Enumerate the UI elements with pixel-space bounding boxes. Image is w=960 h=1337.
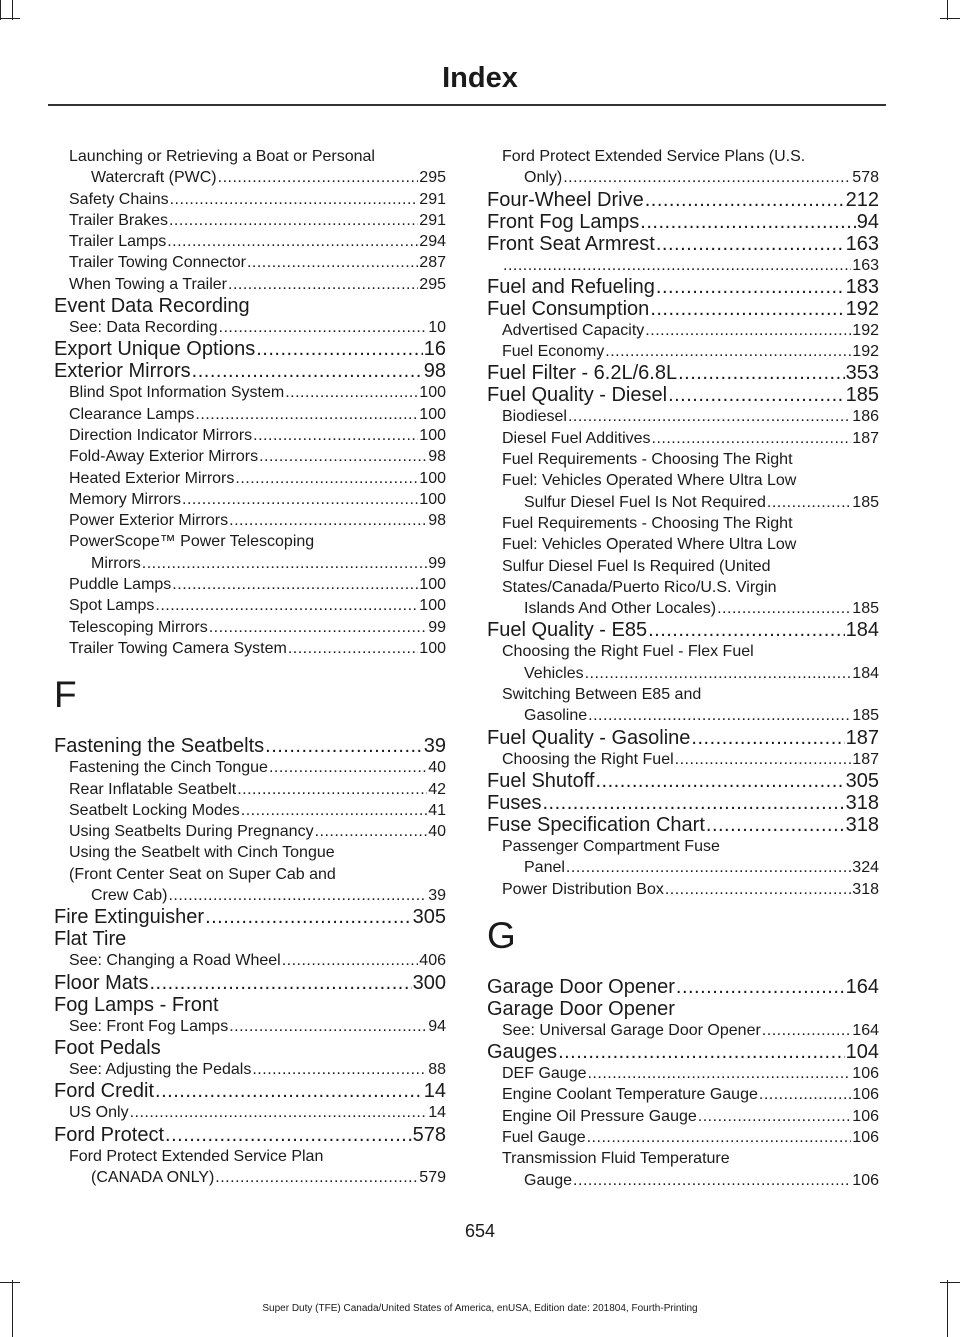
index-entry: Gauges ..... 104 bbox=[487, 1041, 879, 1063]
index-entry: Fuses ..... 318 bbox=[487, 792, 879, 814]
index-column-right bbox=[487, 146, 879, 1191]
index-entry: Floor Mats ..... 300 bbox=[54, 972, 446, 994]
crop-mark bbox=[0, 0, 1, 20]
page-title: Index bbox=[442, 62, 518, 94]
index-entry: Export Unique Options ..... 16 bbox=[54, 338, 446, 360]
index-subentry: Sulfur Diesel Fuel Is Not Required ..... 185 bbox=[487, 492, 879, 513]
index-subentry: Power Distribution Box ..... 318 bbox=[487, 879, 879, 900]
crop-mark bbox=[0, 1282, 20, 1283]
page-number: 654 bbox=[464, 1221, 496, 1241]
index-subentry: Panel ..... 324 bbox=[487, 857, 879, 878]
index-subentry: Fuel Requirements - Choosing The Right bbox=[502, 514, 793, 532]
index-entry: Ford Credit ..... 14 bbox=[54, 1080, 446, 1102]
index-entry: Fuel Filter - 6.2L/6.8L ..... 353 bbox=[487, 362, 879, 384]
index-entry: Fuel Quality - Diesel ..... 185 bbox=[487, 384, 879, 406]
index-entry: Four-Wheel Drive ..... 212 bbox=[487, 189, 879, 211]
index-subentry: See: Changing a Road Wheel ..... 406 bbox=[54, 950, 446, 971]
index-subentry: Using the Seatbelt with Cinch Tongue bbox=[69, 844, 335, 862]
index-subentry: Using Seatbelts During Pregnancy ..... 40 bbox=[54, 821, 446, 842]
index-entry: Exterior Mirrors ..... 98 bbox=[54, 360, 446, 382]
index-subentry: Choosing the Right Fuel - Flex Fuel bbox=[502, 643, 754, 661]
index-subentry: Rear Inflatable Seatbelt ..... 42 bbox=[54, 779, 446, 800]
index-subentry: Gasoline ..... 185 bbox=[487, 705, 879, 726]
index-subentry: Trailer Towing Camera System ..... 100 bbox=[54, 638, 446, 659]
index-subentry: Crew Cab) ..... 39 bbox=[54, 885, 446, 906]
index-subentry: Fuel: Vehicles Operated Where Ultra Low bbox=[502, 536, 797, 554]
index-entry: Fuel Shutoff ..... 305 bbox=[487, 770, 879, 792]
crop-mark bbox=[940, 1282, 960, 1283]
index-subentry: Gauge ..... 106 bbox=[487, 1170, 879, 1191]
index-entry: Fuse Specification Chart ..... 318 bbox=[487, 814, 879, 836]
index-subentry: Blind Spot Information System ..... 100 bbox=[54, 382, 446, 403]
index-heading: Event Data Recording bbox=[54, 295, 250, 318]
index-subentry: Engine Coolant Temperature Gauge ..... 106 bbox=[487, 1084, 879, 1105]
index-subentry: Fuel Gauge ..... 106 bbox=[487, 1127, 879, 1148]
index-subentry: See: Universal Garage Door Opener ..... 164 bbox=[487, 1020, 879, 1041]
index-subentry: Islands And Other Locales) ..... 185 bbox=[487, 598, 879, 619]
index-subentry: Clearance Lamps ..... 100 bbox=[54, 404, 446, 425]
index-subentry: Fuel: Vehicles Operated Where Ultra Low bbox=[502, 472, 797, 490]
index-subentry: Passenger Compartment Fuse bbox=[502, 837, 720, 855]
index-subentry: Trailer Lamps ..... 294 bbox=[54, 231, 446, 252]
crop-mark bbox=[940, 18, 960, 19]
index-subentry: Sulfur Diesel Fuel Is Required (United bbox=[502, 557, 771, 575]
index-subentry: See: Front Fog Lamps ..... 94 bbox=[54, 1016, 446, 1037]
index-subentry: Transmission Fluid Temperature bbox=[502, 1150, 730, 1168]
index-entry: Fuel and Refueling ..... 183 bbox=[487, 276, 879, 298]
index-subentry: Switching Between E85 and bbox=[502, 686, 702, 704]
index-subentry: Fuel Requirements - Choosing The Right bbox=[502, 451, 793, 469]
index-subentry: Only) ..... 578 bbox=[487, 167, 879, 188]
index-subentry: Ford Protect Extended Service Plans (U.S. bbox=[502, 148, 806, 165]
index-subentry: Fastening the Cinch Tongue ..... 40 bbox=[54, 757, 446, 778]
index-subentry: Launching or Retrieving a Boat or Personal bbox=[69, 148, 375, 165]
index-entry: Fuel Quality - Gasoline ..... 187 bbox=[487, 727, 879, 749]
index-subentry: Fold-Away Exterior Mirrors ..... 98 bbox=[54, 446, 446, 467]
index-entry: Ford Protect ..... 578 bbox=[54, 1124, 446, 1146]
index-subentry: Seatbelt Locking Modes ..... 41 bbox=[54, 800, 446, 821]
index-entry: Fire Extinguisher ..... 305 bbox=[54, 906, 446, 928]
index-entry: Front Seat Armrest ..... 163 bbox=[487, 233, 879, 255]
index-subentry: See: Adjusting the Pedals ..... 88 bbox=[54, 1059, 446, 1080]
index-subentry: Safety Chains ..... 291 bbox=[54, 189, 446, 210]
index-subentry: Advertised Capacity ..... 192 bbox=[487, 320, 879, 341]
index-subentry: (CANADA ONLY) ..... 579 bbox=[54, 1167, 446, 1188]
index-subentry: Diesel Fuel Additives ..... 187 bbox=[487, 428, 879, 449]
index-subentry: Heated Exterior Mirrors ..... 100 bbox=[54, 468, 446, 489]
index-subentry: States/Canada/Puerto Rico/U.S. Virgin bbox=[502, 578, 777, 596]
index-subentry: Trailer Brakes ..... 291 bbox=[54, 210, 446, 231]
index-subentry: Fuel Economy ..... 192 bbox=[487, 341, 879, 362]
index-subentry: DEF Gauge ..... 106 bbox=[487, 1063, 879, 1084]
index-entry: Front Fog Lamps ..... 94 bbox=[487, 211, 879, 233]
footer-text: Super Duty (TFE) Canada/United States of America, enUSA, Edition date: 201804, Fourth-Printing bbox=[262, 1303, 698, 1314]
index-subentry: ..... 163 bbox=[487, 255, 879, 276]
index-subentry: Trailer Towing Connector ..... 287 bbox=[54, 252, 446, 273]
index-heading: Foot Pedals bbox=[54, 1036, 161, 1059]
index-heading: Fog Lamps - Front bbox=[54, 993, 219, 1016]
index-subentry: PowerScope™ Power Telescoping bbox=[69, 533, 315, 551]
index-subentry: Memory Mirrors ..... 100 bbox=[54, 489, 446, 510]
index-entry: Fuel Consumption ..... 192 bbox=[487, 298, 879, 320]
index-entry: Fuel Quality - E85 ..... 184 bbox=[487, 619, 879, 641]
index-subentry: Power Exterior Mirrors ..... 98 bbox=[54, 510, 446, 531]
section-letter: G bbox=[487, 914, 516, 956]
index-subentry: US Only ..... 14 bbox=[54, 1102, 446, 1123]
index-subentry: Puddle Lamps ..... 100 bbox=[54, 574, 446, 595]
index-subentry: Direction Indicator Mirrors ..... 100 bbox=[54, 425, 446, 446]
index-column-left bbox=[54, 146, 446, 1188]
index-subentry: (Front Center Seat on Super Cab and bbox=[69, 865, 336, 883]
index-subentry: Vehicles ..... 184 bbox=[487, 663, 879, 684]
index-subentry: Engine Oil Pressure Gauge ..... 106 bbox=[487, 1106, 879, 1127]
index-entry: Garage Door Opener ..... 164 bbox=[487, 976, 879, 998]
index-heading: Flat Tire bbox=[54, 928, 127, 951]
index-subentry: When Towing a Trailer ..... 295 bbox=[54, 274, 446, 295]
index-subentry: Biodiesel ..... 186 bbox=[487, 406, 879, 427]
crop-mark bbox=[0, 18, 20, 19]
index-entry: Fastening the Seatbelts ..... 39 bbox=[54, 735, 446, 757]
section-letter: F bbox=[54, 674, 77, 716]
header-divider bbox=[48, 104, 886, 106]
crop-mark bbox=[947, 0, 948, 20]
index-subentry: Spot Lamps ..... 100 bbox=[54, 595, 446, 616]
index-subentry: Choosing the Right Fuel ..... 187 bbox=[487, 749, 879, 770]
index-heading: Garage Door Opener bbox=[487, 997, 675, 1020]
index-subentry: Watercraft (PWC) ..... 295 bbox=[54, 167, 446, 188]
index-subentry: Ford Protect Extended Service Plan bbox=[69, 1147, 324, 1165]
index-subentry: Mirrors ..... 99 bbox=[54, 553, 446, 574]
index-subentry: See: Data Recording ..... 10 bbox=[54, 317, 446, 338]
crop-mark bbox=[12, 0, 13, 20]
index-subentry: Telescoping Mirrors ..... 99 bbox=[54, 617, 446, 638]
